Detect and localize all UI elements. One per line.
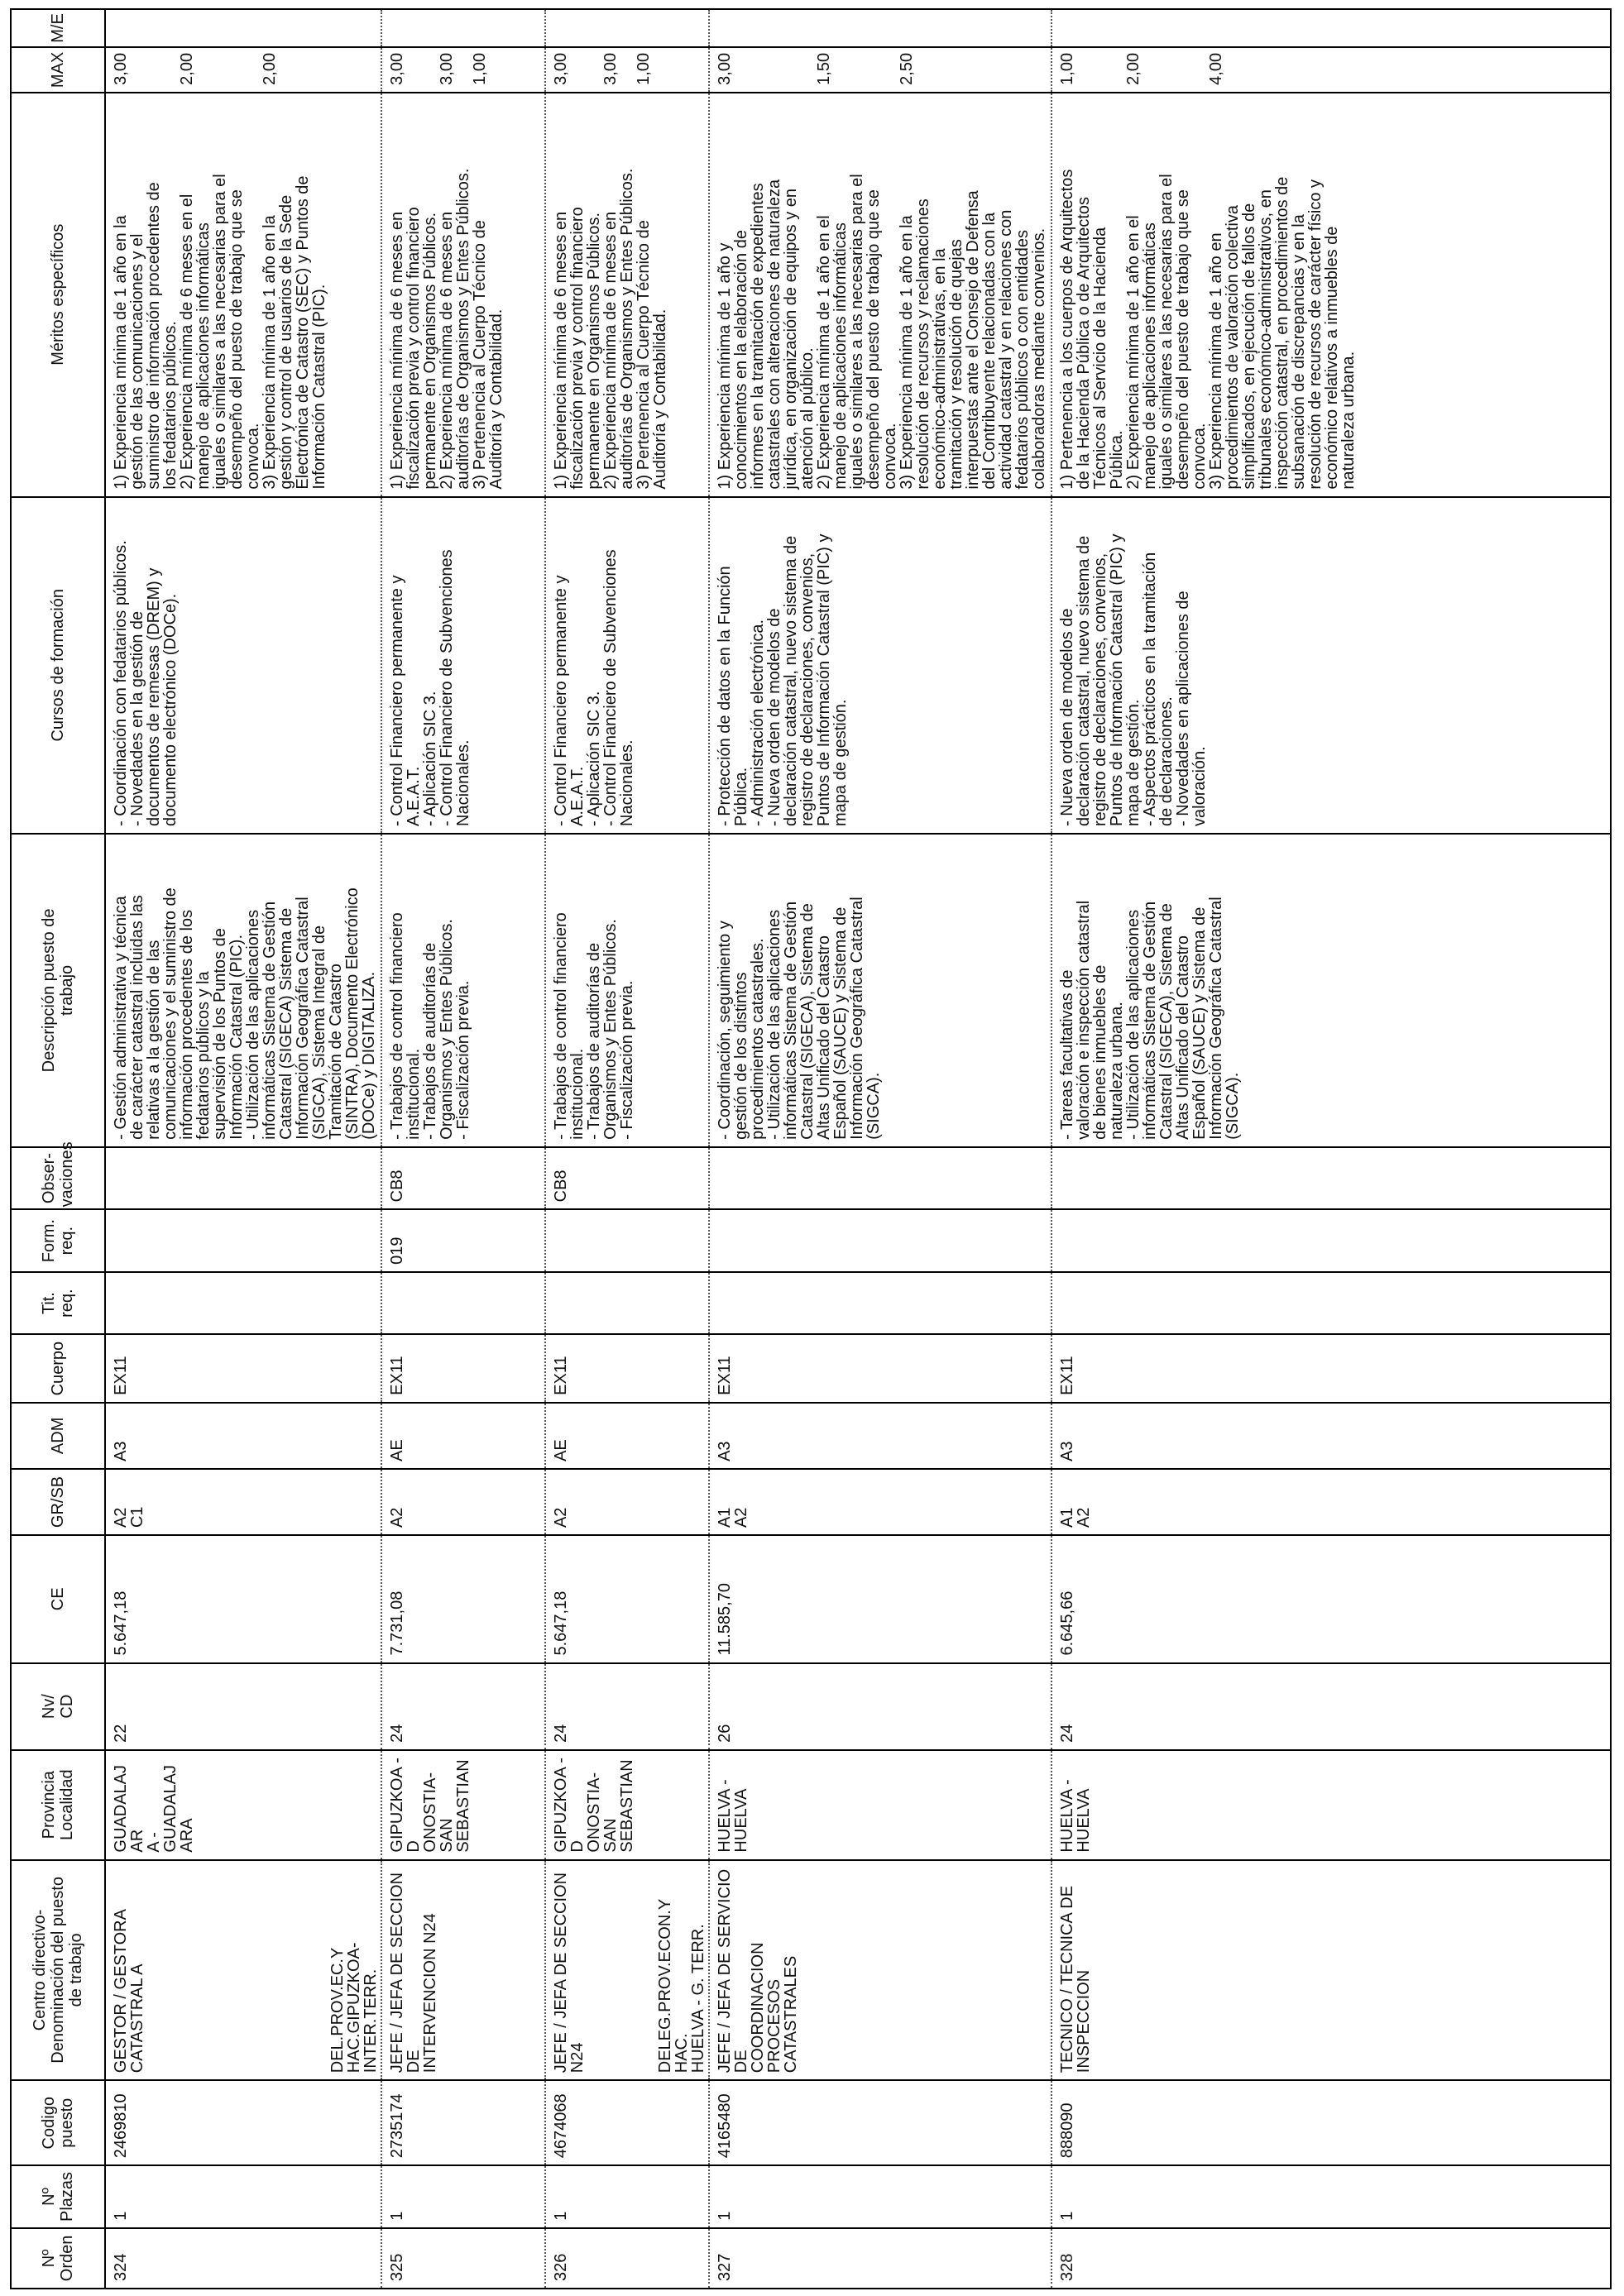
obs-cell: [1052, 1147, 1611, 1210]
header-tit: Tit. req.: [11, 1272, 105, 1335]
header-plazas: Nº Plazas: [11, 2165, 105, 2228]
table-row: [105, 9, 381, 2289]
me-cell: [381, 9, 545, 47]
header-orden: Nº Orden: [11, 2228, 105, 2289]
merito-item: 2) Experiencia mínima de 6 meses en auditorías de Organismos y Entes Públicos.: [601, 168, 636, 490]
merito-item: 3) Experiencia mínima de 1 año en procedimientos de valoración colectiva simplificados, en ejecución de fallos de tribunales económico-administrativos, en inspección catastral, en procedimientos de subsanación de discrepancias y en la resolución de recursos de carácter físico y económico relativos a inmuebles de naturaleza urbana.: [1207, 176, 1358, 490]
merito-item: 1) Experiencia mínima de 6 meses en fiscalización previa y control financiero permanente en Organismos Públicos.: [552, 207, 603, 490]
ce-cell: 6.645,66: [1052, 1535, 1611, 1663]
desc-cell: - Coordinación, seguimiento y gestión de los distintos procedimientos catastrales. - Utilización de las aplicaciones informáticas Sistema de Gestión Catastral (SIGECA), Sistema de Altas Unificado del Catastro Español (SAUCE) y Sistema de Información Geográfica Catastral (SIGCA).: [709, 834, 1052, 1147]
header-provincia: Provincia Localidad: [11, 1750, 105, 1860]
form-cell: [1052, 1209, 1611, 1272]
adm-cell: A3: [709, 1403, 1052, 1469]
plazas-cell: 1: [381, 2165, 545, 2228]
header-meritos: Méritos específicos: [11, 93, 105, 497]
max-value: 2,50: [898, 52, 916, 85]
codigo-cell: 4165480: [709, 2080, 1052, 2165]
meritos-cell: [381, 93, 545, 497]
merito-item: 1) Pertenencia a los cuerpos de Arquitectos de la Hacienda Pública o de Arquitectos Técnicos al Servicio de la Hacienda Pública.: [1058, 169, 1126, 490]
max-value: 2,00: [261, 52, 279, 85]
merito-item: 3) Experiencia mínima de 1 año en la gestión y control de usuarios de la Sede Electrónica de Catastro (SEC) y Puntos de Información Catastral (PIC).: [261, 175, 328, 490]
me-cell: [105, 9, 381, 47]
max-value: 2,00: [1124, 52, 1143, 85]
centro-directivo-text: DEL.PROV.EC.Y HAC.GIPUZKOA-INTER.TERR.: [328, 1942, 380, 2074]
centro-cell: [105, 1860, 381, 2081]
tit-cell: [105, 1272, 381, 1335]
table-row: [709, 9, 1052, 2289]
max-cell: [105, 47, 381, 93]
adm-cell: AE: [381, 1403, 545, 1469]
cuerpo-cell: EX11: [381, 1334, 545, 1402]
header-cursos: Cursos de formación: [11, 497, 105, 834]
plazas-cell: 1: [105, 2165, 381, 2228]
me-cell: [545, 9, 709, 47]
merito-item: 2) Experiencia mínima de 6 meses en auditorías de Organismos y Entes Públicos.: [438, 168, 472, 490]
tit-cell: [709, 1272, 1052, 1335]
cursos-cell: - Control Financiero permanente y A.E.A.T. - Aplicación SIC 3. - Control Financiero de Subvenciones Nacionales.: [381, 497, 545, 834]
orden-cell: 328: [1052, 2228, 1611, 2289]
puesto-denominacion-text: JEFE / JEFA DE SERVICIO DE COORDINACION PROCESOS CATASTRALES: [716, 1868, 800, 2074]
table-row: [381, 9, 545, 2289]
obs-cell: [105, 1147, 381, 1210]
cuerpo-cell: EX11: [1052, 1334, 1611, 1402]
max-cell: [709, 47, 1052, 93]
nivel-cell: 24: [1052, 1663, 1611, 1750]
desc-cell: - Trabajos de control financiero institucional. - Trabajos de auditorías de Organismos y Entes Públicos. - Fiscalización previa.: [381, 834, 545, 1147]
merito-item: 2) Experiencia mínima de 1 año en el manejo de aplicaciones informáticas iguales o similares a las necesarias para el desempeño del puesto de trabajo que se convoca.: [815, 174, 899, 490]
codigo-cell: 888090: [1052, 2080, 1611, 2165]
grsb-cell: A2 C1: [105, 1469, 381, 1535]
header-row: [11, 9, 105, 2289]
centro-cell: [1052, 1860, 1611, 2081]
header-desc: Descripción puesto de trabajo: [11, 834, 105, 1147]
centro-cell: [545, 1860, 709, 2081]
plazas-cell: 1: [545, 2165, 709, 2228]
cuerpo-cell: EX11: [105, 1334, 381, 1402]
obs-cell: CB8: [381, 1147, 545, 1210]
me-cell: [1052, 9, 1611, 47]
puesto-denominacion-text: GESTOR / GESTORA CATASTRAL A: [112, 1909, 146, 2074]
ce-cell: 5.647,18: [545, 1535, 709, 1663]
orden-cell: 326: [545, 2228, 709, 2289]
cuerpo-cell: EX11: [545, 1334, 709, 1402]
max-cell: [381, 47, 545, 93]
header-me: M/E: [11, 9, 105, 47]
cursos-cell: - Coordinación con fedatarios públicos. - Novedades en la gestión de documentos de remesas (DREM) y documento electrónico (DOCe).: [105, 497, 381, 834]
header-adm: ADM: [11, 1403, 105, 1469]
merito-item: 2) Experiencia mínima de 6 meses en el manejo de aplicaciones informáticas iguales o similares a las necesarias para el desempeño del puesto de trabajo que se convoca.: [178, 174, 262, 490]
grsb-cell: A2: [545, 1469, 709, 1535]
cuerpo-cell: EX11: [709, 1334, 1052, 1402]
header-nivel: Nv/ CD: [11, 1663, 105, 1750]
tit-cell: [545, 1272, 709, 1335]
meritos-cell: [545, 93, 709, 497]
provincia-cell: GIPUZKOA - D ONOSTIA-SAN SEBASTIAN: [381, 1750, 545, 1860]
max-value: 1,00: [1058, 52, 1076, 85]
max-value: 3,00: [601, 52, 620, 85]
plazas-cell: 1: [709, 2165, 1052, 2228]
meritos-cell: [105, 93, 381, 497]
adm-cell: A3: [105, 1403, 381, 1469]
centro-cell: [381, 1860, 545, 2081]
orden-cell: 324: [105, 2228, 381, 2289]
table-row: [545, 9, 709, 2289]
ce-cell: 11.585,70: [709, 1535, 1052, 1663]
max-value: 3,00: [716, 52, 734, 85]
cursos-cell: - Protección de datos en la Función Pública. - Administración electrónica. - Nueva orden de modelos de declaración catastral, nuevo sistema de registro de declaraciones, convenios, Puntos de Información Catastral (PIC) y mapa de gestión.: [709, 497, 1052, 834]
max-cell: [1052, 47, 1611, 93]
max-value: 1,00: [635, 52, 653, 85]
header-max: MAX: [11, 47, 105, 93]
form-cell: [545, 1209, 709, 1272]
max-value: 3,00: [388, 52, 406, 85]
centro-directivo-text: DELEG.PROV.ECON.Y HAC. HUELVA - G. TERR.: [656, 1899, 707, 2074]
grsb-cell: A2: [381, 1469, 545, 1535]
merito-item: 3) Experiencia mínima de 1 año en la resolución de recursos y reclamaciones económico-administrativas, en la tramitación y resolución de quejas interpuestas ante el Consejo de Defensa del Contribuyente relacionadas con la actividad catastral y en relaciones con fedatarios públicos o con entidades colaboradoras mediante convenios.: [898, 190, 1048, 490]
puesto-denominacion-text: JEFE / JEFA DE SECCION DE INTERVENCION N24: [388, 1872, 439, 2074]
header-form: Form. req.: [11, 1209, 105, 1272]
merito-item: 1) Experiencia mínima de 1 año en la gestión de las comunicaciones y el suministro de información procedentes de los fedatarios públicos.: [112, 182, 180, 490]
me-cell: [709, 9, 1052, 47]
centro-cell: [709, 1860, 1052, 2081]
header-obs: Obser- vaciones: [11, 1147, 105, 1210]
header-cuerpo: Cuerpo: [11, 1334, 105, 1402]
merito-item: 2) Experiencia mínima de 1 año en el manejo de aplicaciones informáticas iguales o similares a las necesarias para el desempeño del puesto de trabajo que se convoca.: [1124, 174, 1209, 490]
grsb-cell: A1 A2: [1052, 1469, 1611, 1535]
cursos-cell: - Nueva orden de modelos de declaración catastral, nuevo sistema de registro de declaraciones, convenios, Puntos de Información Catastral (PIC) y mapa de gestión. - Aspectos prácticos en la tramitación de declaraciones. - Novedades en aplicaciones de valoración.: [1052, 497, 1611, 834]
max-value: 1,50: [815, 52, 833, 85]
ce-cell: 7.731,08: [381, 1535, 545, 1663]
max-value: 4,00: [1207, 52, 1225, 85]
codigo-cell: 4674068: [545, 2080, 709, 2165]
max-value: 3,00: [112, 52, 130, 85]
meritos-cell: [1052, 93, 1611, 497]
codigo-cell: 2735174: [381, 2080, 545, 2165]
merito-item: 1) Experiencia mínima de 1 año y conocimientos en la elaboración de informes en la tramitación de expedientes catastrales con alteraciones de naturaleza jurídica, en organización de equipos y en atención al público.: [716, 179, 817, 490]
form-cell: 019: [381, 1209, 545, 1272]
adm-cell: AE: [545, 1403, 709, 1469]
max-cell: [545, 47, 709, 93]
nivel-cell: 24: [545, 1663, 709, 1750]
nivel-cell: 22: [105, 1663, 381, 1750]
header-centro: Centro directivo- Denominación del puesto de trabajo: [11, 1860, 105, 2081]
tit-cell: [381, 1272, 545, 1335]
form-cell: [709, 1209, 1052, 1272]
desc-cell: - Tareas facultativas de valoración e inspección catastral de bienes inmuebles de naturaleza urbana. - Utilización de las aplicaciones informáticas Sistema de Gestión Catastral (SIGECA), Sistema de Altas Unificado del Catastro Español (SAUCE) y Sistema de Información Geográfica Catastral (SIGCA).: [1052, 834, 1611, 1147]
header-grsb: GR/SB: [11, 1469, 105, 1535]
max-value: 1,00: [471, 52, 489, 85]
form-cell: [105, 1209, 381, 1272]
orden-cell: 327: [709, 2228, 1052, 2289]
plazas-cell: 1: [1052, 2165, 1611, 2228]
nivel-cell: 24: [381, 1663, 545, 1750]
nivel-cell: 26: [709, 1663, 1052, 1750]
cursos-cell: - Control Financiero permanente y A.E.A.T. - Aplicación SIC 3. - Control Financiero de Subvenciones Nacionales.: [545, 497, 709, 834]
provincia-cell: HUELVA - HUELVA: [709, 1750, 1052, 1860]
positions-table: [10, 8, 1612, 2289]
desc-cell: - Trabajos de control financiero institucional. - Trabajos de auditorías de Organismos y Entes Públicos. - Fiscalización previa.: [545, 834, 709, 1147]
orden-cell: 325: [381, 2228, 545, 2289]
codigo-cell: 2469810: [105, 2080, 381, 2165]
grsb-cell: A1 A2: [709, 1469, 1052, 1535]
puesto-denominacion-text: JEFE / JEFA DE SECCION N24: [552, 1868, 587, 2074]
merito-item: 3) Pertenencia al Cuerpo Técnico de Auditoría y Contabilidad.: [635, 220, 669, 490]
obs-cell: CB8: [545, 1147, 709, 1210]
obs-cell: [709, 1147, 1052, 1210]
max-value: 2,00: [178, 52, 196, 85]
max-value: 3,00: [438, 52, 456, 85]
puesto-denominacion-text: TECNICO / TECNICA DE INSPECCION: [1058, 1885, 1093, 2074]
max-value: 3,00: [552, 52, 570, 85]
provincia-cell: HUELVA - HUELVA: [1052, 1750, 1611, 1860]
merito-item: 3) Pertenencia al Cuerpo Técnico de Auditoría y Contabilidad.: [471, 220, 505, 490]
provincia-cell: GIPUZKOA - D ONOSTIA-SAN SEBASTIAN: [545, 1750, 709, 1860]
provincia-cell: GUADALAJAR A - GUADALAJ ARA: [105, 1750, 381, 1860]
desc-cell: - Gestión administrativa y técnica de carácter catastral incluidas las relativas a la gestión de las comunicaciones y el suministro de información procedentes de los fedatarios públicos y la supervisión de los Puntos de Información Catastral (PIC). - Utilización de las aplicaciones informáticas Sistema de Gestión Catastral (SIGECA) Sistema de Información Geográfica Catastral (SIGCA), Sistema Integral de Tramitación de Catastro (SINTRA), Documento Electrónico (DOCe) y DIGITALIZA.: [105, 834, 381, 1147]
merito-item: 1) Experiencia mínima de 6 meses en fiscalización previa y control financiero permanente en Organismos Públicos.: [388, 207, 439, 490]
tit-cell: [1052, 1272, 1611, 1335]
adm-cell: A3: [1052, 1403, 1611, 1469]
header-ce: CE: [11, 1535, 105, 1663]
header-codigo: Codigo puesto: [11, 2080, 105, 2165]
ce-cell: 5.647,18: [105, 1535, 381, 1663]
meritos-cell: [709, 93, 1052, 497]
table-row: [1052, 9, 1611, 2289]
